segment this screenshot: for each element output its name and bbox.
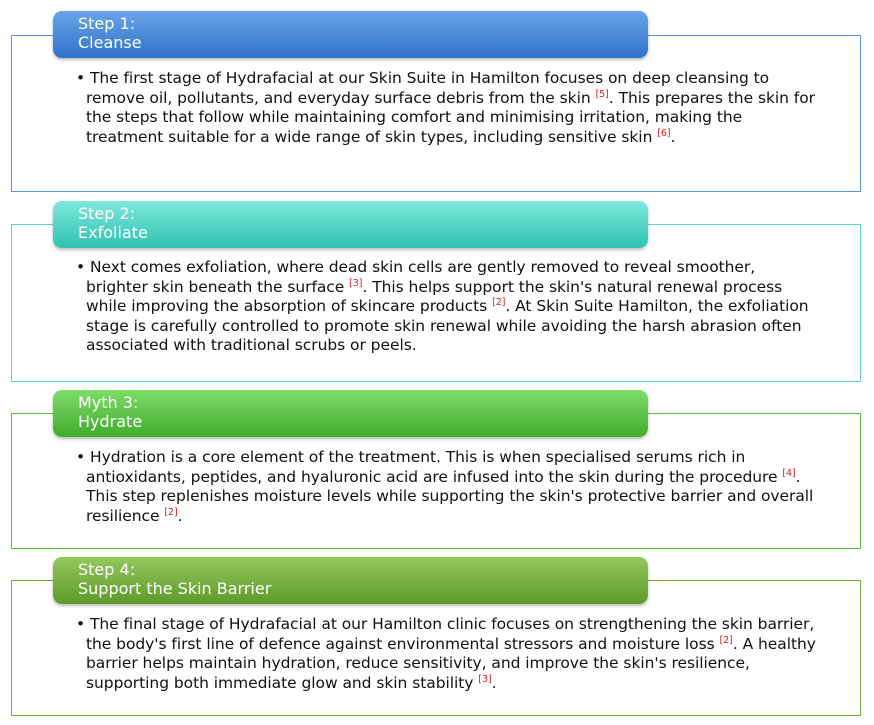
- citation: [2]: [719, 634, 733, 646]
- citation: [2]: [164, 506, 178, 518]
- step-description-exfoliate: • Next comes exfoliation, where dead skin cells are gently removed to reveal smoother, brighter skin beneath the surface [3]. This helps support the skin's natural renewal process while improving the absorption of skincare products [2]. At Skin Suite Hamilton, the exfoliation stage is carefully controlled to promote skin renewal while avoiding the harsh abrasion often associated with traditional scrubs or peels.: [76, 258, 809, 354]
- step-title: Hydrate: [78, 412, 143, 431]
- step-label: Step 1:: [78, 14, 136, 33]
- step-header-exfoliate: [53, 201, 648, 248]
- citation: [3]: [478, 673, 492, 685]
- step-description-hydrate: • Hydration is a core element of the treatment. This is when specialised serums rich in antioxidants, peptides, and hyaluronic acid are infused into the skin during the procedure [4]. This step replenishes moisture levels while supporting the skin's protective barrier and overall resilience [2].: [76, 448, 814, 525]
- citation: [2]: [492, 297, 506, 308]
- step-title: Exfoliate: [78, 223, 148, 242]
- step-header-support-skin-barrier: [53, 557, 648, 604]
- step-label: Step 4:: [78, 560, 136, 579]
- step-header-cleanse: [53, 11, 648, 58]
- step-label: Step 2:: [78, 204, 136, 223]
- citation: [5]: [595, 88, 609, 100]
- step-title: Support the Skin Barrier: [78, 579, 272, 598]
- step-description-support-skin-barrier: • The final stage of Hydrafacial at our Hamilton clinic focuses on strengthening the skin barrier, the body's first line of defence against environmental stressors and moisture loss [2]. A healthy barrier helps maintain hydration, reduce sensitivity, and improve the skin's resilience, supporting both immediate glow and skin stability [3].: [76, 615, 816, 692]
- citation: [6]: [657, 127, 671, 139]
- step-header-hydrate: [53, 390, 648, 437]
- step-title: Cleanse: [78, 33, 142, 52]
- step-label: Myth 3:: [78, 393, 139, 412]
- citation: [3]: [349, 277, 363, 289]
- citation: [4]: [782, 467, 796, 479]
- step-description-cleanse: • The first stage of Hydrafacial at our Skin Suite in Hamilton focuses on deep cleansing to remove oil, pollutants, and everyday surface debris from the skin [5]. This prepares the skin for the steps that follow while maintaining comfort and minimising irritation, making the treatment suitable for a wide range of skin types, including sensitive skin [6].: [76, 69, 815, 146]
